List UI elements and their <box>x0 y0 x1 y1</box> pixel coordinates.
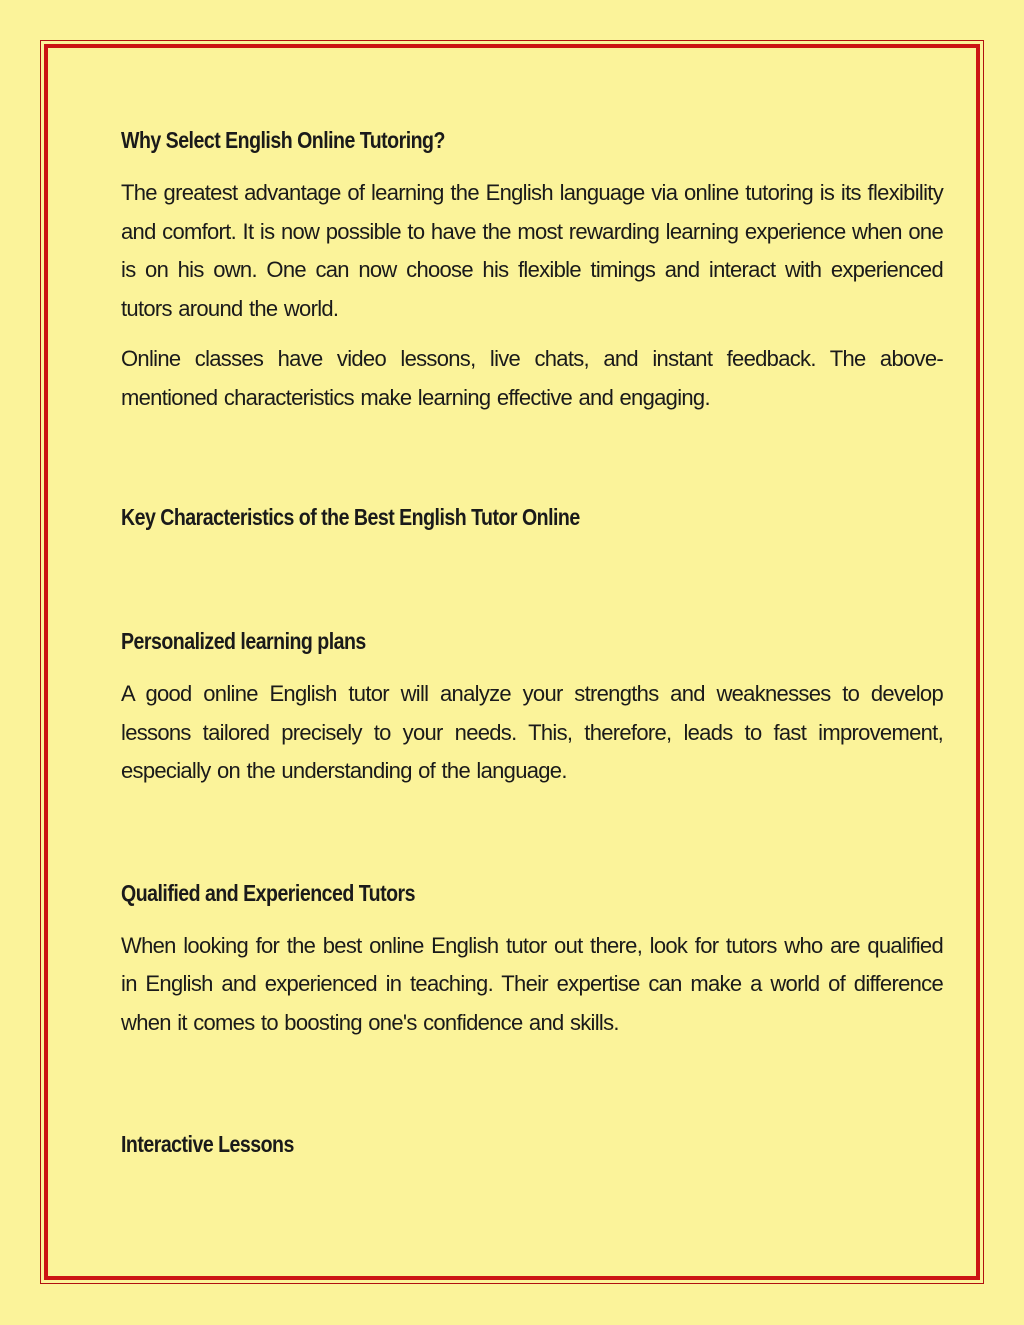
heading-why-select: Why Select English Online Tutoring? <box>121 127 445 153</box>
heading-personalized-plans: Personalized learning plans <box>121 628 366 654</box>
document-body <box>121 118 943 1166</box>
heading-interactive-lessons: Interactive Lessons <box>121 1131 294 1157</box>
paragraph-online-classes: Online classes have video lessons, live chats, and instant feedback. The above-mentioned characteristics make learning effective and engaging. <box>121 346 943 410</box>
paragraph-advantage: The greatest advantage of learning the English language via online tutoring is its flexibility and comfort. It is now possible to have the most rewarding learning experience when one is on his own. One can now choose his flexible timings and interact with experienced tutors around the world. <box>121 180 943 321</box>
heading-key-characteristics: Key Characteristics of the Best English Tutor Online <box>121 504 580 530</box>
paragraph-personalized-plans: A good online English tutor will analyze your strengths and weaknesses to develop lessons tailored precisely to your needs. This, therefore, leads to fast improvement, especially on the understanding of the language. <box>121 681 943 783</box>
paragraph-qualified-tutors: When looking for the best online English tutor out there, look for tutors who are qualified in English and experienced in teaching. Their expertise can make a world of difference when it comes to boosting one's confidence and skills. <box>121 932 943 1035</box>
heading-qualified-tutors: Qualified and Experienced Tutors <box>121 879 416 906</box>
